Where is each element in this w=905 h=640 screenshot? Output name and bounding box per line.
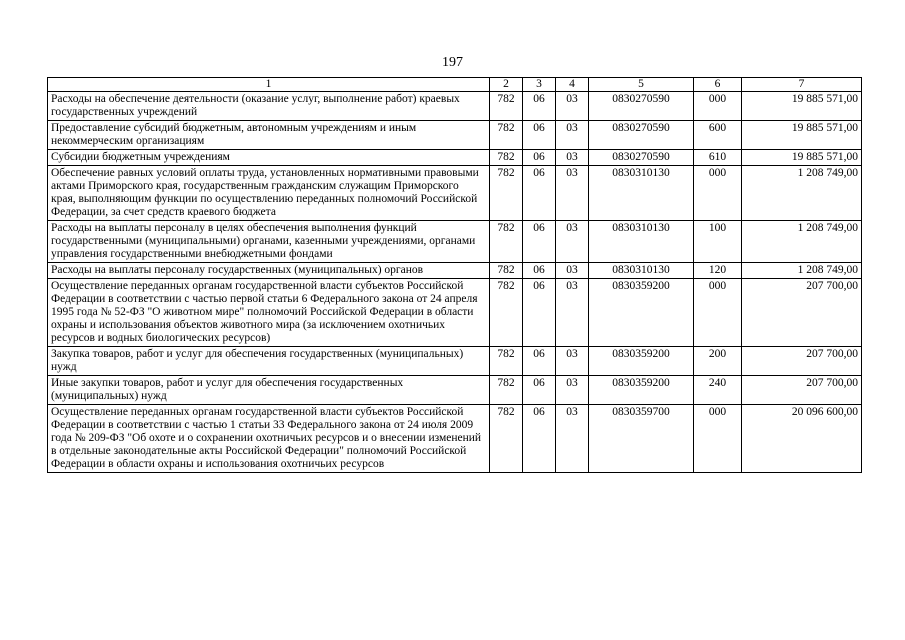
amount: 20 096 600,00: [742, 405, 862, 473]
header-col-2: 2: [490, 78, 523, 92]
target-article-code: 0830270590: [589, 92, 694, 121]
subsection-code: 03: [556, 263, 589, 279]
ministry-code: 782: [490, 376, 523, 405]
ministry-code: 782: [490, 279, 523, 347]
row-description: Расходы на обеспечение деятельности (оказание услуг, выполнение работ) краевых государственных учреждений: [48, 92, 490, 121]
ministry-code: 782: [490, 221, 523, 263]
expense-type-code: 000: [694, 279, 742, 347]
ministry-code: 782: [490, 121, 523, 150]
table-row: [48, 279, 862, 347]
target-article-code: 0830359200: [589, 347, 694, 376]
expense-type-code: 600: [694, 121, 742, 150]
target-article-code: 0830359200: [589, 376, 694, 405]
section-code: 06: [523, 166, 556, 221]
table-row: [48, 92, 862, 121]
target-article-code: 0830310130: [589, 221, 694, 263]
ministry-code: 782: [490, 347, 523, 376]
table-row: [48, 263, 862, 279]
section-code: 06: [523, 279, 556, 347]
amount: 1 208 749,00: [742, 221, 862, 263]
ministry-code: 782: [490, 166, 523, 221]
header-col-4: 4: [556, 78, 589, 92]
amount: 1 208 749,00: [742, 166, 862, 221]
expense-type-code: 100: [694, 221, 742, 263]
row-description: Расходы на выплаты персоналу в целях обеспечения выполнения функций государственными (муниципальными) органами, казенными учреждениями, органами управления государственными внебюджетными фондами: [48, 221, 490, 263]
subsection-code: 03: [556, 166, 589, 221]
target-article-code: 0830310130: [589, 263, 694, 279]
row-description: Обеспечение равных условий оплаты труда, установленных нормативными правовыми актами Приморского края, государственным гражданским служащим Приморского края, выполняющим функции по осуществлению переданных полномочий Российской Федерации, за счет средств краевого бюджета: [48, 166, 490, 221]
amount: 19 885 571,00: [742, 92, 862, 121]
table-row: [48, 405, 862, 473]
amount: 19 885 571,00: [742, 150, 862, 166]
subsection-code: 03: [556, 150, 589, 166]
table-row: [48, 221, 862, 263]
section-code: 06: [523, 121, 556, 150]
row-description: Субсидии бюджетным учреждениям: [48, 150, 490, 166]
header-col-6: 6: [694, 78, 742, 92]
expense-type-code: 200: [694, 347, 742, 376]
subsection-code: 03: [556, 121, 589, 150]
amount: 207 700,00: [742, 376, 862, 405]
section-code: 06: [523, 150, 556, 166]
subsection-code: 03: [556, 376, 589, 405]
target-article-code: 0830359200: [589, 279, 694, 347]
ministry-code: 782: [490, 92, 523, 121]
row-description: Расходы на выплаты персоналу государственных (муниципальных) органов: [48, 263, 490, 279]
section-code: 06: [523, 405, 556, 473]
target-article-code: 0830359700: [589, 405, 694, 473]
target-article-code: 0830270590: [589, 121, 694, 150]
section-code: 06: [523, 92, 556, 121]
subsection-code: 03: [556, 221, 589, 263]
table-row: [48, 121, 862, 150]
amount: 19 885 571,00: [742, 121, 862, 150]
header-col-5: 5: [589, 78, 694, 92]
subsection-code: 03: [556, 347, 589, 376]
table-row: [48, 166, 862, 221]
expense-type-code: 000: [694, 405, 742, 473]
amount: 207 700,00: [742, 279, 862, 347]
header-col-7: 7: [742, 78, 862, 92]
page-number: 197: [442, 55, 463, 70]
expense-type-code: 240: [694, 376, 742, 405]
table-row: [48, 347, 862, 376]
amount: 1 208 749,00: [742, 263, 862, 279]
section-code: 06: [523, 221, 556, 263]
expense-type-code: 610: [694, 150, 742, 166]
header-col-3: 3: [523, 78, 556, 92]
header-col-1: 1: [48, 78, 490, 92]
row-description: Осуществление переданных органам государственной власти субъектов Российской Федерации в соответствии с частью первой статьи 6 Федерального закона от 24 апреля 1995 года № 52-ФЗ "О животном мире" полномочий Российской Федерации в области охраны и использования объектов животного мира (за исключением охотничьих ресурсов и водных биологических ресурсов): [48, 279, 490, 347]
subsection-code: 03: [556, 92, 589, 121]
expense-type-code: 120: [694, 263, 742, 279]
expense-type-code: 000: [694, 92, 742, 121]
row-description: Осуществление переданных органам государственной власти субъектов Российской Федерации в соответствии с частью 1 статьи 33 Федерального закона от 24 июля 2009 года № 209-ФЗ "Об охоте и о сохранении охотничьих ресурсов и о внесении изменений в отдельные законодательные акты Российской Федерации" полномочий Российской Федерации в области охраны и использования охотничьих ресурсов: [48, 405, 490, 473]
target-article-code: 0830310130: [589, 166, 694, 221]
table-row: [48, 376, 862, 405]
target-article-code: 0830270590: [589, 150, 694, 166]
row-description: Предоставление субсидий бюджетным, автономным учреждениям и иным некоммерческим организациям: [48, 121, 490, 150]
section-code: 06: [523, 347, 556, 376]
header-row: [48, 78, 862, 92]
ministry-code: 782: [490, 405, 523, 473]
subsection-code: 03: [556, 279, 589, 347]
budget-table: [47, 77, 862, 473]
section-code: 06: [523, 376, 556, 405]
subsection-code: 03: [556, 405, 589, 473]
section-code: 06: [523, 263, 556, 279]
table-row: [48, 150, 862, 166]
expense-type-code: 000: [694, 166, 742, 221]
ministry-code: 782: [490, 150, 523, 166]
amount: 207 700,00: [742, 347, 862, 376]
ministry-code: 782: [490, 263, 523, 279]
row-description: Иные закупки товаров, работ и услуг для обеспечения государственных (муниципальных) нужд: [48, 376, 490, 405]
row-description: Закупка товаров, работ и услуг для обеспечения государственных (муниципальных) нужд: [48, 347, 490, 376]
